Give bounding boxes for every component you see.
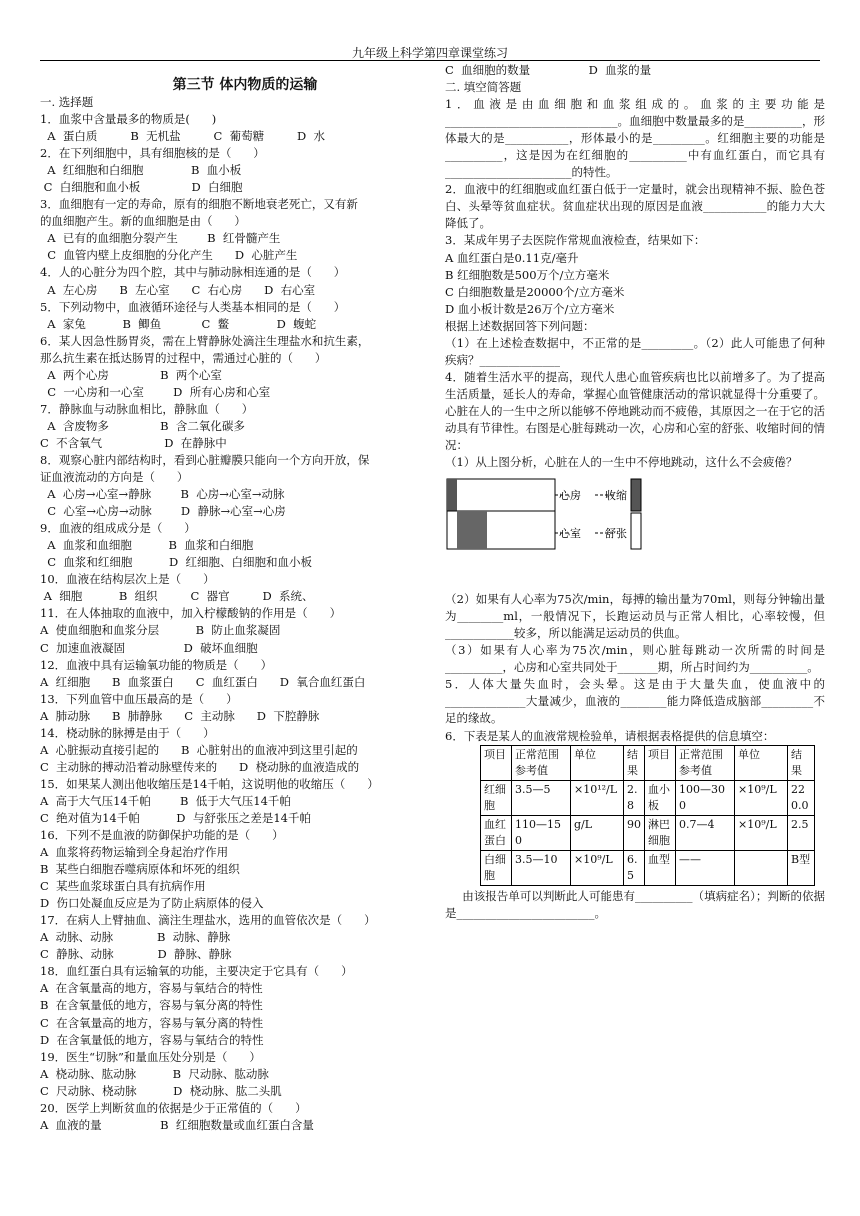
- table-header-cell: 正常范围参考值: [676, 745, 735, 780]
- heartbeat-diagram: [445, 477, 825, 581]
- question-line: A 使血细胞和血浆分层 B 防止血浆凝固: [40, 623, 281, 638]
- question-line: 12．血液中具有运输氧功能的物质是（ ）: [40, 657, 273, 672]
- question-line: A 桡动脉、肱动脉 B 尺动脉、肱动脉: [40, 1066, 269, 1081]
- table-cell: 0.7—4: [676, 815, 735, 850]
- question-line: 11．在人体抽取的血液中，加入柠檬酸钠的作用是（ ）: [40, 606, 342, 621]
- table-cell: 6.5: [624, 850, 645, 885]
- question-line: C 白细胞和血小板 D 白细胞: [40, 180, 243, 195]
- header-rule: [40, 60, 820, 61]
- question-line: C 加速血液凝固 D 破坏血细胞: [40, 640, 258, 655]
- question-line: 13．下列血管中血压最高的是（ ）: [40, 691, 238, 706]
- question-paragraph: B 红细胞数是500万个/立方毫米: [445, 267, 610, 282]
- question-paragraph: 4．随着生活水平的提高，现代人患心血管疾病也比以前增多了。为了提高生活质量，延长人的寿命，掌握心血管健康活动的常识就显得十分重要了。心脏在人的一生中之所以能够不停地跳动而不疲倦，其原因之一在于它的活动具有节律性。右图是心脏每跳动一次，心房和心室的舒张、收缩时间的情况：: [445, 369, 825, 453]
- table-header-cell: 项目: [481, 745, 512, 780]
- question-line: A 高于大气压14千帕 B 低于大气压14千帕: [40, 793, 291, 808]
- question-line: C 绝对值为14千帕 D 与舒张压之差是14千帕: [40, 810, 311, 825]
- question-paragraph: 5．人体大量失血时，会头晕。这是由于大量失血，使血液中的______________大量减少，血液的________能力降低造成脑部_________不足的缘故。: [445, 677, 825, 726]
- fill-questions-continued: [445, 591, 825, 744]
- question-paragraph: 3．某成年男子去医院作常规血液检查，结果如下：: [445, 233, 706, 248]
- table-cell: 血红蛋白: [481, 815, 512, 850]
- question-paragraph: （1）在上述检查数据中，不正常的是_________。（2）此人可能患了何种疾病？______________: [445, 335, 825, 367]
- question-paragraph: D 血小板计数是26万个/立方毫米: [445, 301, 615, 316]
- question-line: 15．如果某人测出他收缩压是14千帕，这说明他的收缩压（ ）: [40, 776, 379, 791]
- question-line: A 已有的血细胞分裂产生 B 红骨髓产生: [40, 231, 281, 246]
- question-line: C 血细胞的数量 D 血浆的量: [445, 63, 652, 77]
- table-cell: 血小板: [645, 780, 676, 815]
- question-line: 4．人的心脏分为四个腔，其中与肺动脉相连通的是（ ）: [40, 265, 346, 280]
- table-cell: 白细胞: [481, 850, 512, 885]
- question-line: C 静脉、动脉 D 静脉、静脉: [40, 947, 232, 962]
- question-line: B 某些白细胞吞噬病原体和坏死的组织: [40, 862, 240, 877]
- question-paragraph: A 血红蛋白是0.11克/毫升: [445, 250, 579, 265]
- question-line: C 心室→心房→动脉 D 静脉→心室→心房: [40, 504, 286, 519]
- question-line: C 某些血浆球蛋白具有抗病作用: [40, 879, 206, 894]
- table-cell: 淋巴细胞: [645, 815, 676, 850]
- question-paragraph: C 白细胞数量是20000个/立方毫米: [445, 284, 625, 299]
- question-line: 7．静脉血与动脉血相比，静脉血（ ）: [40, 401, 254, 416]
- ventricle-label: 心室: [559, 527, 581, 541]
- question-line: A 心房→心室→静脉 B 心房→心室→动脉: [40, 487, 285, 502]
- question-line: 一. 选择题: [40, 95, 94, 109]
- question-line: 二. 填空简答题: [445, 80, 522, 95]
- table-row: [481, 780, 815, 815]
- question-line: A 血液的量 B 红细胞数量或血红蛋白含量: [40, 1117, 314, 1132]
- question-line: 3．血细胞有一定的寿命，原有的细胞不断地衰老死亡，又有新: [40, 197, 358, 212]
- question-line: D 伤口处凝血反应是为了防止病原体的侵入: [40, 896, 264, 911]
- question-line: 19．医生“切脉”和量血压处分别是（ ）: [40, 1049, 261, 1064]
- question-line: 1．血浆中含量最多的物质是( ): [40, 112, 217, 127]
- left-column: [40, 62, 420, 1134]
- question-paragraph: （1）从上图分析，心脏在人的一生中不停地跳动，这什么不会疲倦？: [445, 455, 798, 470]
- question-paragraph: （2）如果有人心率为75次/min，每搏的输出量为70ml，则每分钟输出量为________ml，一般情况下，长跑运动员与正常人相比，心率较慢，但____________较多，所以能满足运动员的供血。: [445, 592, 825, 641]
- table-cell: 220.0: [788, 780, 815, 815]
- question-line: 的血细胞产生。新的血细胞是由（ ）: [40, 214, 246, 229]
- question-line: 2．在下列细胞中，具有细胞核的是（ ）: [40, 146, 265, 161]
- table-cell: ——: [676, 850, 735, 885]
- table-header-cell: 正常范围参考值: [512, 745, 571, 780]
- question-paragraph: （3）如果有人心率为75次/min，则心脏每跳动一次所需的时间是__________，心房和心室共同处于_______期，所占时间约为__________。: [445, 643, 825, 675]
- table-header-cell: 项目: [645, 745, 676, 780]
- page-title: 第三节 体内物质的运输: [172, 77, 318, 93]
- question-line: A 家兔 B 鲫鱼 C 鳖 D 蝮蛇: [40, 316, 317, 331]
- question-line: C 血管内壁上皮细胞的分化产生 D 心脏产生: [40, 248, 298, 263]
- question-line: 18．血红蛋白具有运输氧的功能，主要决定于它具有（ ）: [40, 964, 353, 979]
- question-line: C 尺动脉、桡动脉 D 桡动脉、肱二头肌: [40, 1083, 282, 1098]
- question-line: 证血液流动的方向是（ ）: [40, 470, 189, 485]
- question-line: 10．血液在结构层次上是（ ）: [40, 572, 215, 587]
- question-line: A 心脏振动直接引起的 B 心脏射出的血液冲到这里引起的: [40, 742, 358, 757]
- heartbeat-chart: [445, 477, 665, 581]
- question-line: 14．桡动脉的脉搏是由于（ ）: [40, 725, 215, 740]
- table-header-cell: 结果: [624, 745, 645, 780]
- right-column: [445, 62, 825, 922]
- question-line: 20．医学上判断贫血的依据是少于正常值的（ ）: [40, 1100, 307, 1115]
- atrium-label: 心房: [559, 489, 581, 503]
- question-paragraph: 1．血液是由血细胞和血浆组成的。血浆的主要功能是______________________________。血细胞中数量最多的是__________，形体最大的是___________，形体最小的是_________。红细胞主要的功能是__________，这是因为在红细胞的__________中有血红蛋白，而它具有______________________的特性。: [445, 97, 825, 180]
- question-line: A 红细胞 B 血浆蛋白 C 血红蛋白 D 氧合血红蛋白: [40, 674, 366, 689]
- question-line: C 主动脉的搏动沿着动脉壁传来的 D 桡动脉的血液造成的: [40, 759, 360, 774]
- question-line: 6．某人因急性肠胃炎，需在上臂静脉处滴注生理盐水和抗生素，: [40, 333, 370, 348]
- table-cell: 2.8: [624, 780, 645, 815]
- question-line: 16．下列不是血液的防御保护功能的是（ ）: [40, 828, 284, 843]
- table-cell: 红细胞: [481, 780, 512, 815]
- question-line: A 动脉、动脉 B 动脉、静脉: [40, 930, 231, 945]
- question-line: C 一心房和一心室 D 所有心房和心室: [40, 384, 271, 399]
- question-line: A 含废物多 B 含二氧化碳多: [40, 418, 245, 433]
- question-paragraph: 根据上述数据回答下列问题：: [445, 318, 595, 333]
- blood-test-table: [480, 745, 815, 886]
- table-cell: 100—300: [676, 780, 735, 815]
- ventricle-state: 舒张: [605, 527, 627, 541]
- table-row: [481, 815, 815, 850]
- question-line: 5．下列动物中，血液循环途径与人类基本相同的是（ ）: [40, 299, 346, 314]
- question-line: A 细胞 B 组织 C 器官 D 系统、: [40, 589, 314, 604]
- table-cell: 血型: [645, 850, 676, 885]
- table-cell: ×10⁹/L: [735, 815, 788, 850]
- question-line: 17．在病人上臂抽血、滴注生理盐水，选用的血管依次是（ ）: [40, 913, 376, 928]
- table-header-cell: 结果: [788, 745, 815, 780]
- question-line: 9．血液的组成成分是（ ）: [40, 521, 196, 536]
- question-line: D 在含氧量低的地方，容易与氧结合的特性: [40, 1032, 264, 1047]
- page-header: 九年级上科学第四章课堂练习: [351, 46, 508, 60]
- question-line: A 血浆和血细胞 B 血浆和白细胞: [40, 538, 254, 553]
- question-line: A 肺动脉 B 肺静脉 C 主动脉 D 下腔静脉: [40, 708, 320, 723]
- question-line: C 不含氧气 D 在静脉中: [40, 435, 227, 450]
- question-line: 8．观察心脏内部结构时，看到心脏瓣膜只能向一个方向开放，保: [40, 452, 370, 467]
- fill-questions: [445, 96, 825, 471]
- table-cell: ×10¹²/L: [571, 780, 624, 815]
- table-cell: [735, 850, 788, 885]
- table-cell: 3.5—5: [512, 780, 571, 815]
- table-cell: 110—150: [512, 815, 571, 850]
- choice-questions: [40, 94, 420, 1134]
- question-paragraph: 6．下表是某人的血液常规检验单，请根据表格提供的信息填空：: [445, 728, 775, 743]
- table-row: [481, 850, 815, 885]
- table-cell: ×10⁹/L: [571, 850, 624, 885]
- table-cell: B型: [788, 850, 815, 885]
- table-header-cell: 单位: [735, 745, 788, 780]
- question-line: C 在含氧量高的地方，容易与氧分离的特性: [40, 1015, 264, 1030]
- question-line: A 蛋白质 B 无机盐 C 葡萄糖 D 水: [40, 129, 326, 144]
- question-line: A 在含氧量高的地方，容易与氧结合的特性: [40, 981, 263, 996]
- table-cell: ×10⁹/L: [735, 780, 788, 815]
- table-cell: g/L: [571, 815, 624, 850]
- table-cell: 90: [624, 815, 645, 850]
- question-line: A 红细胞和白细胞 B 血小板: [40, 163, 242, 178]
- question-line: 那么抗生素在抵达肠胃的过程中，需通过心脏的（ ）: [40, 350, 327, 365]
- right-top-lines: [445, 62, 825, 96]
- table-cell: 3.5—10: [512, 850, 571, 885]
- table-question: 由该报告单可以判断此人可能患有__________（填病症名）；判断的依据是________________________。: [445, 888, 825, 920]
- table-header-cell: 单位: [571, 745, 624, 780]
- question-line: C 血浆和红细胞 D 红细胞、白细胞和血小板: [40, 555, 313, 570]
- question-line: B 在含氧量低的地方，容易与氧分离的特性: [40, 998, 263, 1013]
- question-line: A 两个心房 B 两个心室: [40, 367, 222, 382]
- question-paragraph: 2．血液中的红细胞或血红蛋白低于一定量时，就会出现精神不振、脸色苍白、头晕等贫血症状。贫血症状出现的原因是血液___________的能力大大降低了。: [445, 182, 825, 231]
- question-line: A 血浆将药物运输到全身起治疗作用: [40, 845, 229, 860]
- question-line: A 左心房 B 左心室 C 右心房 D 右心室: [40, 282, 316, 297]
- table-cell: 2.5: [788, 815, 815, 850]
- atrium-state: 收缩: [605, 489, 627, 503]
